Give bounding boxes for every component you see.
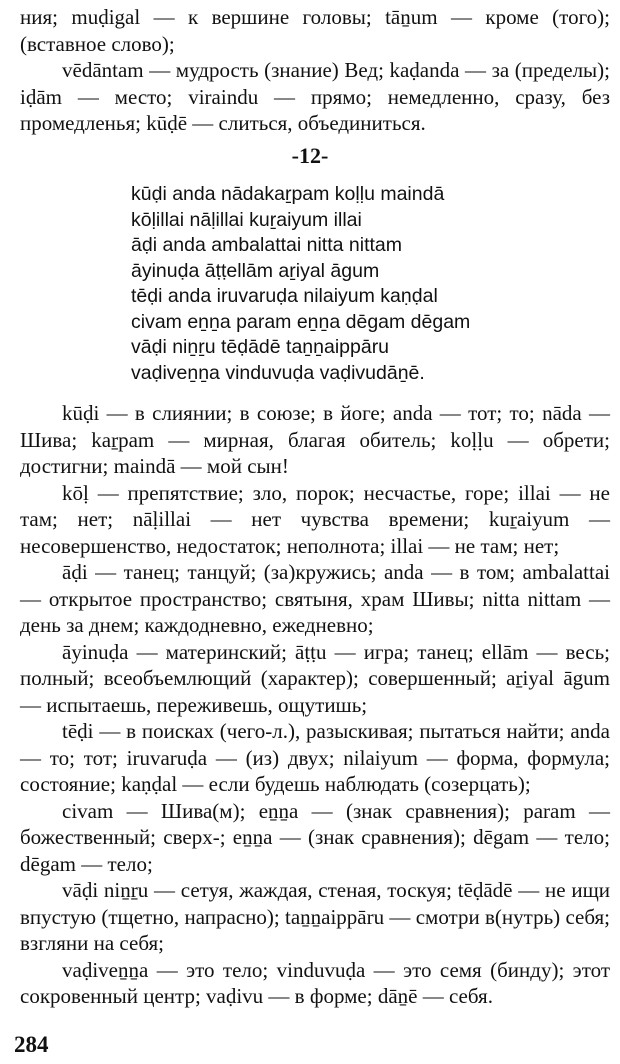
glossary-paragraph-6: civam — Шива(м); eṉṉa — (знак сравнения); param — божественный; сверх-; eṉṉa — (знак сравнения); dēgam — тело; dēgam — тело; [20, 798, 610, 876]
verse-line: tēḍi anda iruvaruḍa nilaiyum kaṇḍal [131, 285, 438, 307]
intro-paragraph-1: ния; muḍigal — к вершине головы; tāṉum — кроме (того); (вставное слово); [20, 5, 610, 56]
verse-line: vaḍiveṉṉa vinduvuḍa vaḍivudāṉē. [131, 361, 425, 384]
glossary-paragraph-8: vaḍiveṉṉa — это тело; vinduvuḍa — это семя (бинду); этот сокровенный центр; vaḍivu — в форме; dāṉē — себя. [20, 957, 610, 1008]
verse-line: kūḍi anda nādakaṟpam koḷḷu maindā [131, 183, 445, 205]
glossary-paragraph-1: kūḍi — в слиянии; в союзе; в йоге; anda — тот; то; nāda — Шива; kaṟpam — мирная, благая обитель; koḷḷu — обрети; достигни; maindā — мой сын! [20, 401, 610, 478]
verse-line: vāḍi niṉṟu tēḍādē taṉṉaippāru [131, 336, 390, 358]
intro-paragraph-2: vēdāntam — мудрость (знание) Вед; kaḍanda — за (пределы); iḍām — место; viraindu — прямо; немедленно, сразу, без промедленья; kūḍē — слиться, объединиться. [20, 58, 610, 135]
verse-line: kōḷillai nāḷillai kuṟaiyum illai [131, 208, 362, 231]
glossary-paragraph-4: āyinuḍa — материнский; āṭṭu — игра; танец; ellām — весь; полный; всеобъемлющий (характер); совершенный; aṟiyal āgum — испытаешь, переживешь, ощутишь; [20, 639, 610, 717]
glossary-section [20, 400, 610, 1010]
verse-line: āyinuḍa āṭṭellām aṟiyal āgum [131, 259, 380, 282]
intro-section [20, 4, 610, 137]
verse-line: civam eṉṉa param eṉṉa dēgam dēgam [131, 310, 471, 333]
glossary-paragraph-5: tēḍi — в поисках (чего-л.), разыскивая; пытаться найти; anda — то; тот; iruvaruḍa — (из) двух; nilaiyum — форма, формула; состояние; kaṇḍal — если будешь наблюдать (созерцать); [20, 719, 610, 796]
verse-line: āḍi anda ambalattai nitta nittam [131, 234, 403, 256]
glossary-paragraph-2: kōḷ — препятствие; зло, порок; несчастье, горе; illai — не там; нет; nāḷillai — нет чувства времени; kuṟaiyum — несовершенство, недостаток; неполнота; illai — не там; нет; [20, 480, 610, 558]
verse-number-heading: -12- [291, 143, 329, 168]
page-number: 284 [14, 1032, 49, 1057]
glossary-paragraph-3: āḍi — танец; танцуй; (за)кружись; anda — в том; ambalattai — открытое пространство; святыня, храм Шивы; nitta nittam — день за днем; каждодневно, ежедневно; [20, 560, 610, 637]
verse-block [131, 182, 591, 386]
glossary-paragraph-7: vāḍi niṉṟu — сетуя, жаждая, стеная, тоскуя; tēḍādē — не ищи впустую (тщетно, напрасно); taṉṉaippāru — смотри в(нутрь) себя; взгляни на себя; [20, 878, 610, 955]
